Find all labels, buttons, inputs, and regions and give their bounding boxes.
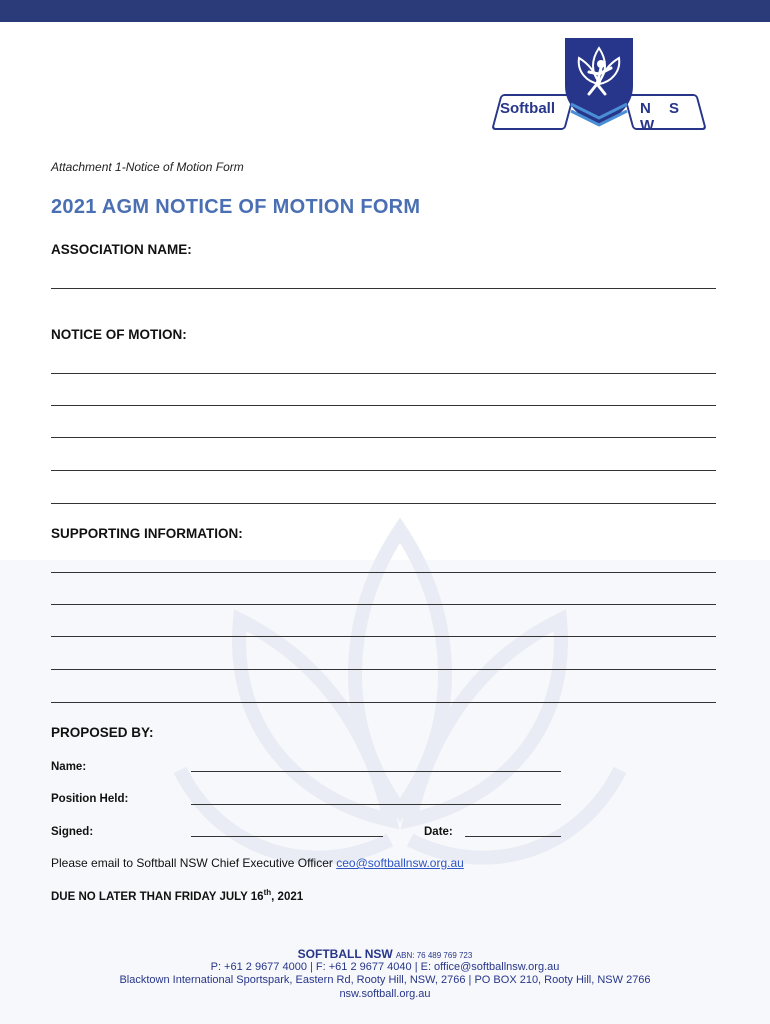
lotus-watermark-icon — [140, 470, 660, 990]
page-title: 2021 AGM NOTICE OF MOTION FORM — [51, 196, 421, 218]
supporting-line-1[interactable] — [51, 572, 716, 573]
notice-line-4[interactable] — [51, 470, 716, 471]
notice-line-1[interactable] — [51, 373, 716, 374]
position-held-label: Position Held: — [51, 793, 129, 805]
due-superscript: th — [263, 888, 272, 897]
name-line[interactable] — [191, 771, 561, 772]
footer-abn: ABN: 76 489 769 723 — [395, 951, 473, 960]
email-instruction-text: Please email to Softball NSW Chief Executive Officer — [51, 856, 337, 870]
notice-line-5[interactable] — [51, 503, 716, 504]
email-instruction — [51, 856, 464, 870]
footer-address: Blacktown International Sportspark, Eastern Rd, Rooty Hill, NSW, 2766 | PO BOX 210, Rooty Hill, NSW 2766 — [119, 974, 651, 986]
top-banner — [0, 0, 770, 22]
association-name-line[interactable] — [51, 288, 716, 289]
date-label: Date: — [424, 826, 453, 838]
supporting-line-3[interactable] — [51, 636, 716, 637]
supporting-line-4[interactable] — [51, 669, 716, 670]
softball-nsw-logo — [496, 34, 706, 134]
footer-contact: P: +61 2 9677 4000 | F: +61 2 9677 4040 | E: office@softballnsw.org.au — [210, 961, 560, 973]
footer-website[interactable]: nsw.softball.org.au — [339, 988, 431, 1000]
footer-brand: SOFTBALL NSW — [297, 947, 393, 961]
logo-word-softball: Softball — [500, 100, 555, 117]
notice-line-3[interactable] — [51, 437, 716, 438]
date-line[interactable] — [465, 836, 561, 837]
notice-of-motion-label: NOTICE OF MOTION: — [51, 327, 187, 342]
footer-brand-line — [0, 947, 770, 961]
name-label: Name: — [51, 761, 87, 773]
notice-line-2[interactable] — [51, 405, 716, 406]
association-name-label: ASSOCIATION NAME: — [51, 242, 192, 257]
position-held-line[interactable] — [191, 804, 561, 805]
supporting-line-5[interactable] — [51, 702, 716, 703]
due-date-notice — [51, 888, 303, 903]
due-text: DUE NO LATER THAN FRIDAY JULY 16 — [51, 890, 264, 903]
signed-label: Signed: — [51, 826, 94, 838]
due-suffix: , 2021 — [271, 890, 304, 903]
supporting-information-label: SUPPORTING INFORMATION: — [51, 526, 243, 541]
logo-shield-icon — [561, 34, 637, 132]
ceo-email-link[interactable]: ceo@softballnsw.org.au — [336, 856, 464, 870]
supporting-line-2[interactable] — [51, 604, 716, 605]
logo-word-nsw: N S W — [640, 100, 687, 134]
signed-line[interactable] — [191, 836, 383, 837]
attachment-label: Attachment 1-Notice of Motion Form — [51, 160, 244, 174]
proposed-by-label: PROPOSED BY: — [51, 725, 154, 740]
